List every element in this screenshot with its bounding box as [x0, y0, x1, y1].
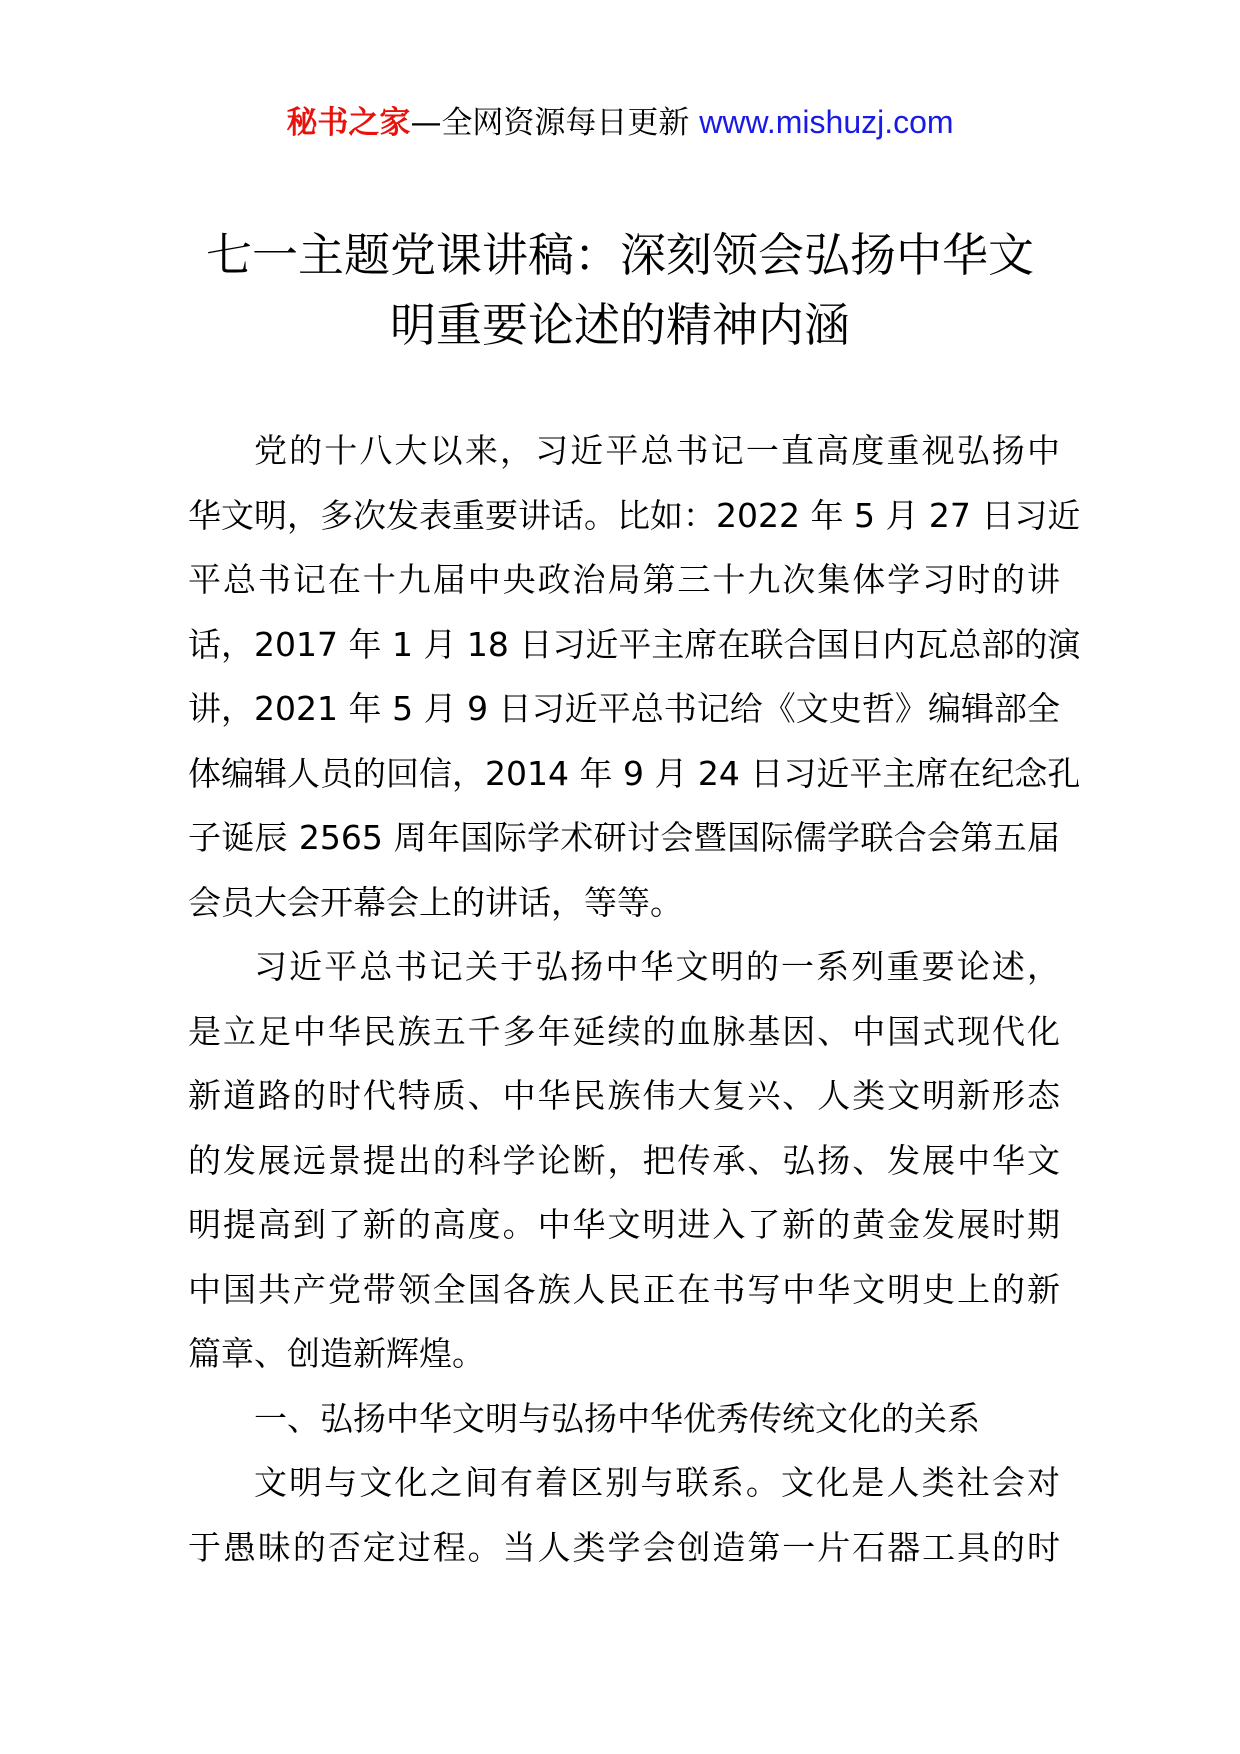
text-line: 新道路的时代特质、中华民族伟大复兴、人类文明新形态	[188, 1076, 1060, 1115]
text-line: 话，2017 年 1 月 18 日习近平主席在联合国日内瓦总部的演	[188, 624, 1081, 664]
text-line: 是立足中华民族五千多年延续的血脉基因、中国式现代化	[188, 1011, 1060, 1051]
text-line: 中国共产党带领全国各族人民正在书写中华文明史上的新	[188, 1269, 1060, 1309]
document-body	[188, 419, 1081, 1580]
paragraph-1	[188, 419, 1081, 935]
brand-name: 秘书之家	[286, 105, 411, 141]
header-tagline: —全网资源每日更新	[410, 105, 690, 141]
section-heading-text: 一、弘扬中华文明与弘扬中华优秀传统文化的关系	[254, 1398, 980, 1438]
text-line: 平总书记在十九届中央政治局第三十九次集体学习时的讲	[188, 560, 1060, 599]
text-line: 明提高到了新的高度。中华文明进入了新的黄金发展时期	[188, 1205, 1060, 1244]
site-url-link[interactable]: www.mishuzj.com	[699, 104, 954, 140]
paragraph-3	[188, 1451, 1060, 1580]
title-line-1: 七一主题党课讲稿：深刻领会弘扬中华文	[206, 228, 1034, 282]
text-line: 体编辑人员的回信，2014 年 9 月 24 日习近平主席在纪念孔	[188, 753, 1081, 793]
text-line: 于愚昧的否定过程。当人类学会创造第一片石器工具的时	[188, 1527, 1060, 1567]
text-line: 党的十八大以来，习近平总书记一直高度重视弘扬中	[254, 431, 1060, 470]
site-header	[0, 100, 1240, 145]
text-line: 文明与文化之间有着区别与联系。文化是人类社会对	[254, 1463, 1060, 1502]
paragraph-2	[188, 935, 1060, 1387]
text-line: 子诞辰 2565 周年国际学术研讨会暨国际儒学联合会第五届	[188, 818, 1060, 857]
text-line: 华文明，多次发表重要讲话。比如：2022 年 5 月 27 日习近	[188, 495, 1081, 535]
text-line: 的发展远景提出的科学论断，把传承、弘扬、发展中华文	[188, 1140, 1060, 1180]
text-line: 习近平总书记关于弘扬中华文明的一系列重要论述，	[254, 947, 1060, 986]
text-line: 会员大会开幕会上的讲话，等等。	[188, 882, 683, 922]
document-title	[180, 220, 1060, 360]
section-heading-1	[188, 1387, 1060, 1452]
text-line: 讲，2021 年 5 月 9 日习近平总书记给《文史哲》编辑部全	[188, 689, 1060, 728]
text-line: 篇章、创造新辉煌。	[188, 1334, 485, 1373]
title-line-2: 明重要论述的精神内涵	[390, 298, 850, 352]
